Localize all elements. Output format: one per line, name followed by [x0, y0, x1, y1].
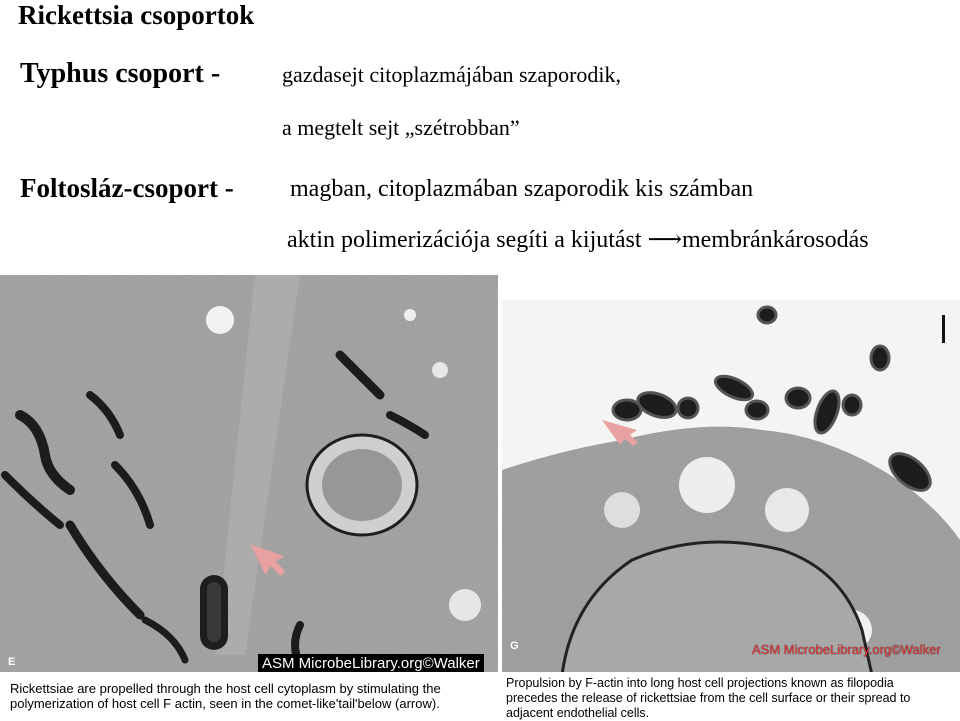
right-caption-line1: Propulsion by F-actin into long host cell projections known as filopodia	[506, 676, 894, 690]
left-caption-line1: Rickettsiae are propelled through the host cell cytoplasm by stimulating the	[10, 681, 441, 696]
right-caption-line2: precedes the release of rickettsiae from the cell surface or their spread to	[506, 691, 911, 705]
spotted-fever-group-label: Foltosláz-csoport -	[20, 173, 234, 203]
slide-title: Rickettsia csoportok	[18, 0, 255, 30]
typhus-group-label: Typhus csoport -	[20, 58, 221, 89]
typhus-description-line1: gazdasejt citoplazmájában szaporodik,	[282, 62, 622, 87]
right-panel-tag: G	[510, 640, 519, 652]
left-caption-line2: polymerization of host cell F actin, seen in the comet-like'tail'below (arrow).	[10, 696, 440, 711]
left-micrograph-image	[0, 275, 498, 675]
left-watermark: ASM MicrobeLibrary.org©Walker	[258, 654, 484, 673]
left-micrograph	[0, 275, 498, 675]
right-micrograph	[502, 300, 960, 675]
left-caption	[10, 681, 441, 711]
left-panel-tag: E	[8, 656, 16, 668]
right-caption-line3: adjacent endothelial cells.	[506, 706, 650, 720]
typhus-description-line2: a megtelt sejt „szétrobban”	[282, 115, 520, 140]
right-caption	[506, 676, 910, 721]
right-watermark: ASM MicrobeLibrary.org©Walker	[752, 642, 941, 657]
right-micrograph-image	[502, 300, 960, 675]
spotted-fever-description-line1: magban, citoplazmában szaporodik kis számban	[290, 176, 754, 202]
spotted-fever-description-line2: aktin polimerizációja segíti a kijutást ⟶membránkárosodás	[287, 227, 869, 253]
